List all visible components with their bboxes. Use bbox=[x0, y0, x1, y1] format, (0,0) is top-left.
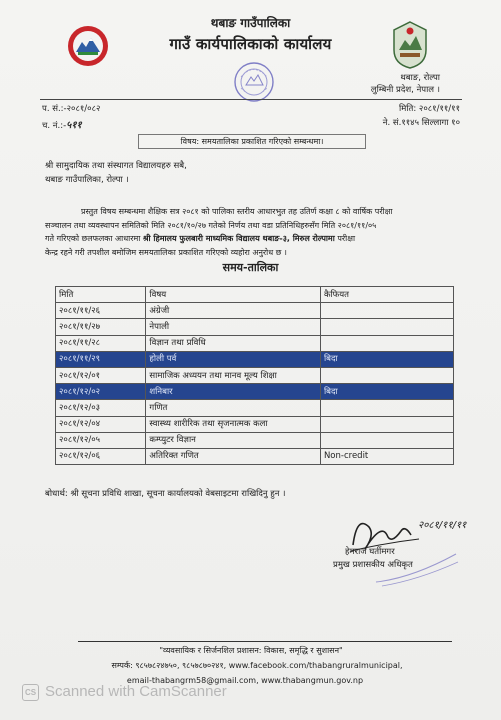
row-subject: स्वास्थ्य शारीरिक तथा सृजनात्मक कला bbox=[146, 416, 321, 432]
nepal-sambat-date: ने. सं.११४५ सिल्लागा १० bbox=[382, 118, 460, 128]
exam-center-name: श्री हिमालय फुलबारी माध्यमिक विद्यालय थबाङ-३, मिरुल रोल्पामा bbox=[142, 234, 335, 243]
letter-body bbox=[45, 205, 465, 259]
copy-to-note: बोधार्थ: श्री सूचना प्रविधि शाखा, सूचना कार्यालयको वेबसाइटमा राखिदिनु हुन । bbox=[45, 489, 286, 499]
timetable-row bbox=[56, 319, 454, 335]
watermark-text: Scanned with CamScanner bbox=[45, 683, 227, 700]
camscanner-watermark bbox=[22, 683, 227, 701]
timetable-row bbox=[56, 400, 454, 416]
row-subject: होली पर्व bbox=[146, 351, 321, 367]
row-remark bbox=[320, 319, 453, 335]
signatory-title: प्रमुख प्रशासकीय अधिकृत bbox=[333, 560, 413, 570]
location-province: लुम्बिनी प्रदेश, नेपाल । bbox=[370, 85, 440, 95]
office-name: गाउँ कार्यपालिकाको कार्यालय bbox=[169, 35, 332, 53]
municipality-name: थबाङ गाउँपालिका bbox=[210, 16, 291, 30]
row-remark bbox=[320, 416, 453, 432]
timetable-row bbox=[56, 432, 454, 448]
signatory-name: हेमराज घर्तीमगर bbox=[345, 547, 395, 557]
header-remark: कैफियत bbox=[320, 287, 453, 303]
row-date: २०८१/१२/०६ bbox=[56, 448, 146, 464]
row-subject: विज्ञान तथा प्रविधि bbox=[146, 335, 321, 351]
row-subject: अंग्रेजी bbox=[146, 303, 321, 319]
timetable-row bbox=[56, 335, 454, 351]
municipality-logo-icon bbox=[390, 20, 430, 70]
timetable-header-row bbox=[56, 287, 454, 303]
row-remark bbox=[320, 400, 453, 416]
row-date: २०८१/११/२९ bbox=[56, 351, 146, 367]
row-subject: सामाजिक अध्ययन तथा मानव मूल्य शिक्षा bbox=[146, 367, 321, 383]
footer-motto: "व्यवसायिक र सिर्जनशिल प्रशासन: विकास, समृद्धि र सुशासन" bbox=[159, 646, 343, 655]
footer-divider bbox=[78, 641, 452, 642]
timetable-row bbox=[56, 416, 454, 432]
timetable-row bbox=[56, 448, 454, 464]
recipient-line-2: थबाङ गाउँपालिका, रोल्पा । bbox=[45, 175, 129, 185]
header-date: मिति bbox=[56, 287, 146, 303]
row-subject: गणित bbox=[146, 400, 321, 416]
row-date: २०८१/१२/०१ bbox=[56, 367, 146, 383]
timetable-row bbox=[56, 303, 454, 319]
camscanner-icon: CS bbox=[22, 684, 39, 701]
designation-stamp-icon bbox=[372, 548, 460, 588]
row-remark bbox=[320, 335, 453, 351]
row-remark bbox=[320, 367, 453, 383]
header-divider bbox=[40, 99, 462, 100]
signature-date: २०८१/११/११ bbox=[418, 520, 467, 531]
row-remark: Non-credit bbox=[320, 448, 453, 464]
dispatch-label: च. नं.:- bbox=[42, 121, 67, 131]
timetable-row bbox=[56, 384, 454, 400]
dispatch-handwritten: ५११ bbox=[66, 120, 82, 131]
footer-email: email-thabangrm58@gmail.com, www.thabangmun.gov.np bbox=[126, 676, 364, 685]
row-date: २०८१/१२/०४ bbox=[56, 416, 146, 432]
letter-ref-number: प. सं.:-२०८१/०८२ bbox=[42, 104, 101, 114]
body-line: प्रस्तुत विषय सम्बन्धमा शैक्षिक सत्र २०८१ को पालिका स्तरीय आधारभुत तह उतिर्ण कक्षा ८ को वार्षिक परीक्षा bbox=[81, 207, 393, 216]
row-subject: नेपाली bbox=[146, 319, 321, 335]
recipient-line-1: श्री सामुदायिक तथा संस्थागत विद्यालयहरु सबै, bbox=[45, 161, 187, 171]
header-subject: विषय bbox=[146, 287, 321, 303]
row-remark bbox=[320, 303, 453, 319]
row-date: २०८१/११/२८ bbox=[56, 335, 146, 351]
row-remark bbox=[320, 432, 453, 448]
row-remark: बिदा bbox=[320, 384, 453, 400]
body-line: सञ्चालन तथा व्यवस्थापन समितिको मिति २०८१/१०/२७ गतेको निर्णय तथा वडा प्रतिनिधिहरुसँग मिति २०८१/११/०५ bbox=[45, 220, 377, 230]
letter-date: मिति: २०८१/११/११ bbox=[399, 104, 460, 114]
timetable bbox=[55, 286, 454, 465]
row-subject: अतिरिक्त गणित bbox=[146, 448, 321, 464]
footer-contact: सम्पर्क: ९८५७८२४७५०, ९८५७८७०२४१, www.facebook.com/thabangruralmunicipal, bbox=[111, 661, 403, 670]
row-date: २०८१/१२/०२ bbox=[56, 384, 146, 400]
row-subject: शनिबार bbox=[146, 384, 321, 400]
letter-subject: विषय: समयतालिका प्रकाशित गरिएको सम्बन्धमा। bbox=[138, 134, 366, 149]
body-text: गते गरिएको छलफलका आधारमा bbox=[45, 234, 143, 243]
timetable-row bbox=[56, 367, 454, 383]
row-date: २०८१/१२/०३ bbox=[56, 400, 146, 416]
row-date: २०८१/११/२७ bbox=[56, 319, 146, 335]
row-date: २०८१/१२/०५ bbox=[56, 432, 146, 448]
office-stamp-icon bbox=[232, 60, 276, 104]
timetable-row bbox=[56, 351, 454, 367]
location-district: थबाङ, रोल्पा bbox=[400, 73, 440, 83]
body-line bbox=[45, 232, 465, 246]
timetable-title: समय-तालिका bbox=[222, 261, 279, 274]
body-text: परीक्षा bbox=[334, 234, 356, 243]
row-remark: बिदा bbox=[320, 351, 453, 367]
row-date: २०८१/११/२६ bbox=[56, 303, 146, 319]
row-subject: कम्प्युटर विज्ञान bbox=[146, 432, 321, 448]
body-line: केन्द्र रहने गरी तपशील बमोजिम समयतालिका प्रकाशित गरिएको व्यहोरा अनुरोध छ । bbox=[45, 247, 287, 257]
office-location bbox=[320, 72, 440, 96]
dispatch-number bbox=[42, 117, 82, 131]
